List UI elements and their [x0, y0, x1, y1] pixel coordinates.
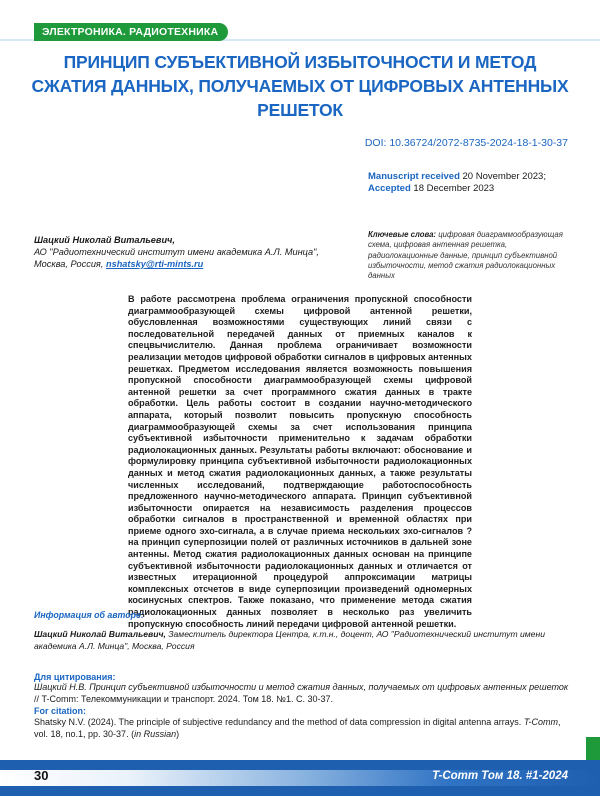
citation-ru-heading: Для цитирования: [34, 672, 116, 682]
keywords-label: Ключевые слова: [368, 230, 437, 239]
page-number: 30 [34, 768, 49, 783]
citation-en [34, 717, 574, 740]
author-block [34, 234, 334, 270]
keywords [368, 230, 573, 281]
author-info-heading: Информация об авторе: [34, 610, 144, 620]
received-date: 20 November 2023; [462, 171, 546, 182]
accepted-label: Accepted [368, 183, 411, 194]
author-info-details: Заместитель директора Центра, к.т.н., доцент, АО "Радиотехнический институт имени академика А.Л. Минца", Москва, Россия [34, 629, 545, 651]
citation-en-journal: T-Comm [523, 717, 558, 727]
citation-en-lang: in Russian [134, 728, 177, 739]
section-tag: ЭЛЕКТРОНИКА. РАДИОТЕХНИКА [34, 23, 228, 41]
manuscript-dates [368, 171, 546, 195]
received-label: Manuscript received [368, 171, 460, 182]
author-name: Шацкий Николай Витальевич, [34, 235, 175, 245]
citation-ru [34, 682, 574, 705]
author-affiliation: АО "Радиотехнический институт имени академика А.Л. Минца", Москва, Россия, [34, 247, 319, 269]
journal-footer: T-Comm Том 18. #1-2024 [432, 770, 568, 782]
article-title: ПРИНЦИП СУБЪЕКТИВНОЙ ИЗБЫТОЧНОСТИ И МЕТОД СЖАТИЯ ДАННЫХ, ПОЛУЧАЕМЫХ ОТ ЦИФРОВЫХ АНТЕННЫХ РЕШЕТОК [31, 52, 569, 120]
accepted-date: 18 December 2023 [413, 183, 495, 194]
citation-en-heading: For citation: [34, 706, 86, 716]
author-info [34, 629, 554, 653]
citation-en-close: ) [176, 728, 180, 739]
side-color-strip [586, 737, 600, 761]
doi-link[interactable]: DOI: 10.36724/2072-8735-2024-18-1-30-37 [364, 137, 568, 149]
citation-en-volume: , vol. 18, no.1, pp. 30-37. ( [34, 717, 561, 739]
citation-ru-source: // T-Comm: Телекоммуникации и транспорт. 2024. Том 18. №1. С. 30-37. [34, 693, 333, 704]
author-info-name: Шацкий Николай Витальевич, [34, 629, 166, 639]
citation-ru-title: Шацкий Н.В. Принцип субъективной избыточности и метод сжатия данных, получаемых от цифровых антенных решеток [34, 682, 569, 692]
keywords-text: цифровая диаграммообразующая схема, цифровая антенная решетка, радиолокационные данные, принцип субъективной избыточности, метод сжатия радиолокационных данных [368, 230, 563, 281]
abstract: В работе рассмотрена проблема ограничения пропускной способности диаграммообразующей схемы цифровой антенной решетки, обусловленная возможностями существующих линий связи с последовательной передачей данных от приемных каналов к спецвычислителю. Данная проблема ограничивает возможности реализации методов цифровой обработки сигналов в цифровых антенных решетках. Предметом исследования является возможность повышения пропускной способности диаграммообразующей схемы цифровой антенной решетки за счет программного сжатия данных в тракте обработки. Цель работы состоит в создании научно-методического аппарата, который позволит повысить пропускную способность диаграммообразующей схемы за счет использования принципа субъективной избыточности применительно к задачам обработки радиолокационных данных. Результаты работы включают: обоснование и формулировку принципа субъективной избыточности радиолокационных данных и метод сжатия радиолокационных данных, а также результаты численных исследований, подтверждающие работоспособность предложенного научно-методического аппарата. Принцип субъективной избыточности опирается на независимость разделения процессов обработки сигналов в пространственной и временной областях при приеме одного эхо-сигнала, а в случае приема нескольких эхо-сигналов ? на принцип суперпозиции полей от различных источников в дальней зоне антенны. Метод сжатия радиолокационных данных основан на принципе субъективной избыточности радиолокационных данных и отличается от известных итерационной процедурой аппроксимации матрицы комплексных отсчетов в виде суперпозиции произведений одномерных косинусных спектров. Также показано, что применение метода сжатия радиолокационных данных позволяет в несколько раз увеличить пропускную способность линий передачи цифровой антенной решетки. [128, 294, 472, 629]
citation-en-text: Shatsky N.V. (2024). The principle of subjective redundancy and the method of data compression in digital antenna arrays. [34, 717, 522, 727]
author-email[interactable]: nshatsky@rti-mints.ru [105, 259, 204, 269]
